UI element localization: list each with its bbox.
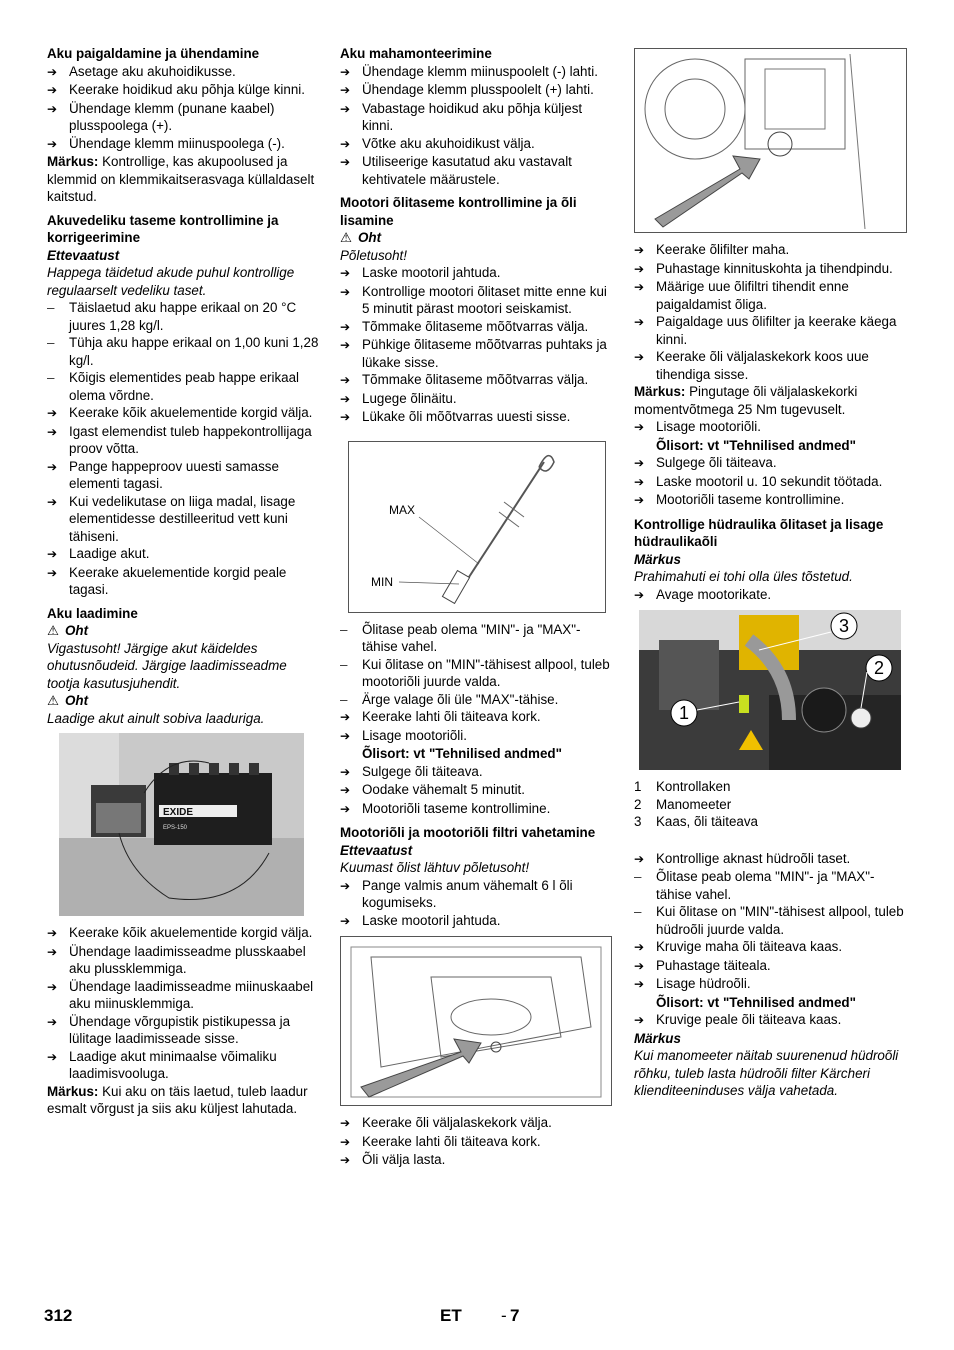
step-text: Kui õlitase on "MIN"-tähisest allpool, tuleb mootoriõli juurde valda. (362, 656, 610, 689)
step-list (634, 850, 909, 869)
step-item (340, 781, 615, 800)
step-text: Ühendage võrgupistik pistikupessa ja lülitage laadimisseade sisse. (69, 1013, 291, 1046)
arrow-right-icon (47, 63, 69, 82)
arrow-right-icon (340, 63, 362, 82)
step-list (340, 708, 615, 745)
step-text: Ühendage klemm (punane kaabel) plusspoolega (+). (69, 100, 275, 133)
heading-battery-install: Aku paigaldamine ja ühendamine (47, 46, 260, 61)
arrow-right-icon (634, 491, 656, 510)
step-text: Puhastage täiteala. (656, 957, 771, 973)
step-item (634, 491, 909, 510)
step-text: Kui vedelikutase on liiga madal, lisage elementidesse destilleeritud vett kuni tähiseni. (69, 493, 296, 544)
step-item (634, 1011, 909, 1030)
warning-triangle-icon: ⚠ (47, 623, 60, 638)
arrow-right-icon (634, 586, 656, 605)
bullet-item (47, 369, 322, 404)
step-item (340, 264, 615, 283)
step-text: Õlitase peab olema "MIN"- ja "MAX"-tähise vahel. (656, 869, 875, 902)
step-item (634, 260, 909, 279)
arrow-right-icon (47, 978, 69, 1013)
step-item (340, 912, 615, 931)
step-list (340, 264, 615, 427)
arrow-right-icon (47, 458, 69, 493)
step-text: Kui õlitase on "MIN"-tähisest allpool, tuleb hüdroõli juurde valda. (656, 904, 904, 937)
step-item (634, 957, 909, 976)
step-text: Keerake õli väljalaskekork koos uue tihendiga sisse. (656, 349, 869, 382)
heading-hydraulic-oil: Kontrollige hüdraulika õlitaset ja lisage hüdraulikaõli (634, 516, 884, 549)
arrow-right-icon (340, 81, 362, 100)
step-text: Laadige akut minimaalse võimaliku laadimisvooluga. (69, 1048, 277, 1081)
step-text: Lisage hüdroõli. (656, 976, 751, 991)
step-list (634, 586, 909, 605)
callout-2: 2 (873, 658, 885, 678)
step-item (340, 877, 615, 912)
oil-type-reference: Õlisort: vt "Tehnilised andmed" (656, 994, 856, 1010)
step-text: Laske mootoril u. 10 sekundit töötada. (656, 473, 883, 489)
step-item (47, 943, 322, 978)
arrow-right-icon (634, 473, 656, 492)
step-item (340, 100, 615, 135)
bullet-list (340, 621, 615, 709)
step-item (340, 1114, 615, 1133)
step-item (634, 348, 909, 383)
step-text: Ühendage laadimisseadme plusskaabel aku plussklemmiga. (69, 943, 306, 976)
danger-text: Põletusoht! (340, 247, 407, 263)
arrow-right-icon (634, 348, 656, 383)
step-item (340, 763, 615, 782)
step-text: Kontrollige mootori õlitaset mitte enne kui 5 minutit pärast mootori seiskamist. (362, 283, 607, 316)
arrow-right-icon (634, 454, 656, 473)
arrow-right-icon (47, 545, 69, 564)
arrow-right-icon (634, 241, 656, 260)
heading-battery-charging: Aku laadimine (47, 605, 138, 621)
step-text: Täislaetud aku happe erikaal on 20 °C juures 1,28 kg/l. (69, 300, 297, 333)
arrow-right-icon (47, 493, 69, 546)
dipstick-min-label: MIN (371, 574, 393, 589)
step-item (634, 850, 909, 869)
danger-label: ⚠ Oht (47, 693, 89, 708)
arrow-right-icon (340, 708, 362, 727)
bullet-item (340, 656, 615, 691)
bullet-list (634, 868, 909, 938)
step-item (340, 408, 615, 427)
arrow-right-icon (634, 957, 656, 976)
bullet-item (340, 691, 615, 709)
remark-text: Prahimahuti ei tohi olla üles tõstetud. (634, 569, 853, 584)
step-text: Igast elemendist tuleb happekontrollijaga proov võtta. (69, 423, 312, 456)
step-item (340, 153, 615, 188)
step-text: Mootoriõli taseme kontrollimine. (656, 492, 845, 507)
callout-1: 1 (678, 703, 690, 723)
dipstick-max-label: MAX (389, 502, 416, 517)
arrow-right-icon (47, 924, 69, 943)
step-text: Laske mootoril jahtuda. (362, 265, 501, 280)
danger-text: Vigastusoht! Järgige akut käideldes ohutusnõudeid. Järgige laadimisseadme tootja kasutusjuhendit. (47, 640, 287, 691)
step-item (47, 404, 322, 423)
bullet-item (634, 903, 909, 938)
step-text: Mootoriõli taseme kontrollimine. (362, 800, 551, 816)
step-text: Tõmmake õlitaseme mõõtvarras välja. (362, 372, 589, 387)
note: Märkus: Kontrollige, kas akupoolused ja klemmid on klemmikaitserasvaga küllaldaselt kaitstud. (47, 154, 315, 204)
step-item (340, 1151, 615, 1170)
dash-bullet-icon: – (340, 656, 348, 672)
step-item (634, 278, 909, 313)
arrow-right-icon (340, 800, 362, 819)
legend-item: 1 Kontrollaken (634, 779, 731, 794)
step-item (47, 978, 322, 1013)
step-text: Määrige uue õlifiltri tihendit enne paigaldamist õliga. (656, 279, 849, 312)
oil-type-reference: Õlisort: vt "Tehnilised andmed" (362, 746, 562, 761)
step-text: Lisage mootoriõli. (656, 419, 761, 434)
page-number: 312 (44, 1306, 73, 1325)
step-text: Keerake lahti õli täiteava kork. (362, 1133, 541, 1149)
arrow-right-icon (47, 81, 69, 100)
step-list (634, 938, 909, 994)
arrow-right-icon (47, 135, 69, 154)
arrow-right-icon (47, 404, 69, 423)
step-text: Keerake lahti õli täiteava kork. (362, 709, 541, 724)
step-text: Vabastage hoidikud aku põhja küljest kinni. (362, 100, 583, 133)
bullet-item (634, 868, 909, 903)
step-text: Ärge valage õli üle "MAX"-tähise. (362, 691, 559, 707)
arrow-right-icon (634, 313, 656, 348)
arrow-right-icon (340, 781, 362, 800)
step-item (47, 135, 322, 154)
step-list (340, 63, 615, 189)
svg-text:EPS-150: EPS-150 (163, 825, 188, 831)
step-item (47, 63, 322, 82)
step-text: Pühkige õlitaseme mõõtvarras puhtaks ja lükake sisse. (362, 337, 607, 370)
arrow-right-icon (340, 877, 362, 912)
step-item (340, 1133, 615, 1152)
step-item (634, 241, 909, 260)
step-item (47, 493, 322, 546)
dash-bullet-icon: – (634, 869, 642, 884)
step-list (340, 1114, 615, 1170)
arrow-right-icon (634, 260, 656, 279)
arrow-right-icon (47, 564, 69, 599)
heading-engine-oil-check: Mootori õlitaseme kontrollimine ja õli lisamine (340, 195, 577, 228)
step-item (340, 318, 615, 337)
step-text: Keerake õli väljalaskekork välja. (362, 1115, 552, 1130)
section-page-number: 7 (510, 1306, 520, 1325)
step-item (47, 924, 322, 943)
dash-bullet-icon: – (47, 370, 55, 385)
step-text: Pange valmis anum vähemalt 6 l õli kogumiseks. (362, 877, 573, 910)
step-item (340, 135, 615, 154)
heading-electrolyte-level: Akuvedeliku taseme kontrollimine ja korrigeerimine (47, 212, 279, 245)
bullet-item (47, 299, 322, 334)
arrow-right-icon (340, 763, 362, 782)
step-text: Õlitase peab olema "MIN"- ja "MAX"-tähise vahel. (362, 621, 581, 654)
remark-text: Kui manomeeter näitab suurenenud hüdroõli rõhku, tuleb lasta hüdroõli filter Kärcheri klienditeeninduses välja vahetada. (634, 1048, 899, 1098)
arrow-right-icon (634, 1011, 656, 1030)
step-item (634, 454, 909, 473)
dash-bullet-icon: – (47, 335, 55, 350)
step-text: Asetage aku akuhoidikusse. (69, 63, 236, 79)
arrow-right-icon (47, 1048, 69, 1083)
arrow-right-icon (47, 1013, 69, 1048)
caution-text: Happega täidetud akude puhul kontrollige regulaarselt vedeliku taset. (47, 265, 295, 298)
arrow-right-icon (340, 1114, 362, 1133)
note: Märkus: Pingutage õli väljalaskekorki momentvõtmega 25 Nm tugevuselt. (634, 384, 858, 417)
step-text: Keerake kõik akuelementide korgid välja. (69, 405, 313, 420)
step-list (340, 877, 615, 931)
step-list (634, 418, 909, 437)
caution-label: Ettevaatust (47, 247, 120, 263)
step-text: Kontrollige aknast hüdroõli taset. (656, 850, 851, 866)
step-text: Sulgege õli täiteava. (656, 455, 777, 470)
step-item (340, 390, 615, 409)
step-item (340, 800, 615, 819)
step-item (340, 708, 615, 727)
legend-item: 2 Manomeeter (634, 796, 732, 812)
step-item (47, 564, 322, 599)
arrow-right-icon (340, 336, 362, 371)
dash-bullet-icon: – (47, 300, 55, 315)
step-text: Kruvige peale õli täiteava kaas. (656, 1012, 842, 1027)
step-item (47, 458, 322, 493)
step-text: Ühendage klemm miinuspoolega (-). (69, 135, 285, 151)
footer-separator: - (501, 1306, 507, 1325)
battery-brand-label: EXIDE (163, 807, 194, 818)
arrow-right-icon (340, 371, 362, 390)
dash-bullet-icon: – (340, 621, 348, 637)
step-text: Lugege õlinäitu. (362, 390, 457, 406)
step-item (340, 336, 615, 371)
step-text: Pange happeproov uuesti samasse elementi tagasi. (69, 458, 279, 491)
remark-label: Märkus (634, 551, 681, 567)
step-item (340, 371, 615, 390)
arrow-right-icon (634, 938, 656, 957)
step-item (340, 63, 615, 82)
step-text: Õli välja lasta. (362, 1152, 446, 1167)
step-item (340, 81, 615, 100)
caution-label: Ettevaatust (340, 842, 413, 858)
step-list (340, 763, 615, 819)
step-list (634, 241, 909, 383)
step-item (634, 418, 909, 437)
danger-label: ⚠ Oht (340, 230, 382, 245)
arrow-right-icon (340, 408, 362, 427)
heading-battery-removal: Aku mahamonteerimine (340, 46, 492, 61)
step-item (634, 586, 909, 605)
danger-text: Laadige akut ainult sobiva laaduriga. (47, 710, 265, 726)
arrow-right-icon (340, 153, 362, 188)
column-2 (340, 45, 615, 1170)
step-item (47, 100, 322, 135)
step-text: Tühja aku happe erikaal on 1,00 kuni 1,28 kg/l. (69, 335, 319, 368)
arrow-right-icon (634, 278, 656, 313)
warning-triangle-icon: ⚠ (340, 230, 353, 245)
callout-3: 3 (838, 616, 850, 636)
warning-triangle-icon: ⚠ (47, 693, 60, 708)
arrow-right-icon (340, 100, 362, 135)
step-text: Keerake õlifilter maha. (656, 242, 790, 257)
step-text: Sulgege õli täiteava. (362, 763, 483, 779)
bullet-item (47, 334, 322, 369)
remark-label: Märkus (634, 1030, 681, 1046)
step-item (340, 727, 615, 746)
step-text: Paigaldage uus õlifilter ja keerake käega kinni. (656, 314, 897, 347)
step-item (340, 283, 615, 318)
caution-text: Kuumast õlist lähtuv põletusoht! (340, 860, 530, 875)
arrow-right-icon (634, 418, 656, 437)
step-text: Ühendage klemm plusspoolelt (+) lahti. (362, 82, 594, 97)
step-item (634, 975, 909, 994)
arrow-right-icon (634, 850, 656, 869)
column-1 (47, 45, 322, 1118)
column-3 (634, 45, 909, 1100)
step-item (47, 1013, 322, 1048)
step-text: Utiliseerige kasutatud aku vastavalt kehtivatele määrustele. (362, 154, 572, 187)
arrow-right-icon (340, 912, 362, 931)
step-list (47, 63, 322, 154)
bullet-item (340, 621, 615, 656)
step-text: Keerake kõik akuelementide korgid välja. (69, 925, 313, 940)
step-text: Ühendage laadimisseadme miinuskaabel aku miinusklemmiga. (69, 978, 314, 1011)
arrow-right-icon (340, 264, 362, 283)
step-text: Laske mootoril jahtuda. (362, 912, 501, 928)
arrow-right-icon (47, 423, 69, 458)
legend-item: 3 Kaas, õli täiteava (634, 814, 758, 829)
arrow-right-icon (340, 318, 362, 337)
dash-bullet-icon: – (634, 904, 642, 919)
step-text: Kruvige maha õli täiteava kaas. (656, 939, 843, 954)
step-text: Lisage mootoriõli. (362, 727, 467, 743)
heading-oil-change: Mootoriõli ja mootoriõli filtri vahetamine (340, 825, 596, 840)
step-item (634, 473, 909, 492)
step-list (47, 404, 322, 599)
oil-type-reference: Õlisort: vt "Tehnilised andmed" (656, 437, 856, 453)
step-text: Oodake vähemalt 5 minutit. (362, 782, 526, 797)
arrow-right-icon (340, 390, 362, 409)
language-code: ET (440, 1306, 462, 1325)
step-text: Kõigis elementides peab happe erikaal olema võrdne. (69, 370, 300, 403)
step-text: Avage mootorikate. (656, 586, 772, 602)
step-text: Keerake hoidikud aku põhja külge kinni. (69, 82, 305, 97)
step-list (47, 924, 322, 1083)
arrow-right-icon (47, 100, 69, 135)
oil-drain-diagram (340, 936, 612, 1106)
step-item (634, 938, 909, 957)
step-item (47, 1048, 322, 1083)
arrow-right-icon (340, 727, 362, 746)
oil-filter-diagram (634, 48, 907, 233)
arrow-right-icon (340, 1151, 362, 1170)
danger-label: ⚠ Oht (47, 623, 89, 638)
hydraulic-tank-photo (639, 610, 901, 770)
arrow-right-icon (340, 1133, 362, 1152)
step-list (634, 1011, 909, 1030)
step-item (47, 423, 322, 458)
bullet-list (47, 299, 322, 404)
step-text: Tõmmake õlitaseme mõõtvarras välja. (362, 318, 589, 334)
dash-bullet-icon: – (340, 691, 348, 707)
step-text: Keerake akuelementide korgid peale tagasi. (69, 564, 287, 597)
step-text: Laadige akut. (69, 546, 150, 561)
step-text: Puhastage kinnituskohta ja tihendpindu. (656, 260, 893, 276)
note: Märkus: Kui aku on täis laetud, tuleb laadur esmalt võrgust ja siis aku küljest lahutada. (47, 1083, 308, 1116)
arrow-right-icon (47, 943, 69, 978)
figure-legend (634, 778, 909, 831)
arrow-right-icon (340, 135, 362, 154)
dipstick-diagram (348, 441, 606, 613)
step-item (634, 313, 909, 348)
arrow-right-icon (340, 283, 362, 318)
step-item (47, 81, 322, 100)
step-text: Võtke aku akuhoidikust välja. (362, 135, 535, 151)
arrow-right-icon (634, 975, 656, 994)
step-text: Lükake õli mõõtvarras uuesti sisse. (362, 409, 571, 424)
step-text: Ühendage klemm miinuspoolelt (-) lahti. (362, 63, 598, 79)
step-list (634, 454, 909, 510)
battery-charger-photo (59, 733, 304, 916)
step-item (47, 545, 322, 564)
